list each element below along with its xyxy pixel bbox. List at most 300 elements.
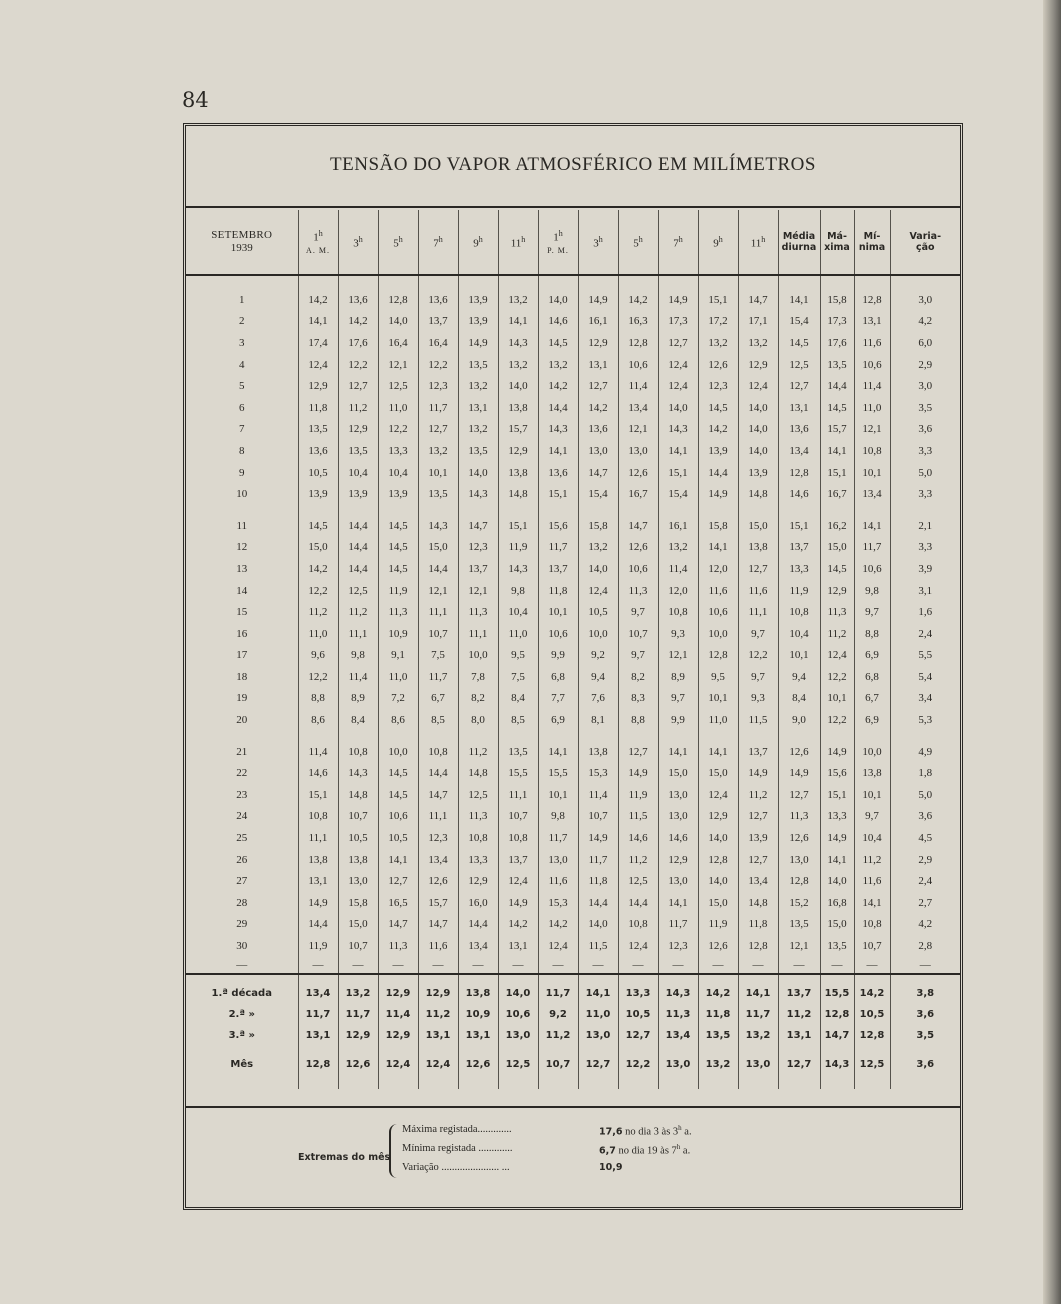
table-row [186, 892, 960, 914]
value-cell: 12,7 [778, 375, 820, 397]
value-cell: 15,3 [578, 762, 618, 784]
hour-label: 5 [393, 237, 399, 250]
value-cell: 12,7 [618, 1025, 658, 1046]
value-cell: 14,9 [458, 332, 498, 354]
value-cell: 12,2 [738, 645, 778, 667]
value-cell: 12,1 [658, 645, 698, 667]
value-cell: 4,2 [890, 311, 960, 333]
value-cell: 11,9 [618, 784, 658, 806]
spacer-cell [418, 974, 458, 983]
value-cell: 12,7 [578, 1054, 618, 1075]
value-cell: 14,8 [338, 784, 378, 806]
value-cell: 15,6 [538, 515, 578, 537]
value-cell: 14,1 [778, 289, 820, 311]
day-cell: 6 [239, 401, 245, 414]
value-cell: 10,5 [378, 827, 418, 849]
value-cell: 13,0 [538, 849, 578, 871]
value-cell: 13,2 [338, 983, 378, 1004]
hour-label: 3 [353, 237, 359, 250]
day-cell: 27 [236, 875, 248, 888]
value-cell: 14,5 [378, 784, 418, 806]
value-cell: 13,7 [538, 558, 578, 580]
value-cell: 2,9 [890, 849, 960, 871]
hour-sup: h [438, 235, 443, 245]
value-cell: 10,5 [854, 1004, 890, 1025]
hour-label: 3 [593, 237, 599, 250]
day-cell: 9 [239, 466, 245, 479]
media-header-line: diurna [781, 242, 817, 253]
summary-row [186, 1054, 960, 1075]
day-cell: 30 [236, 940, 248, 953]
spacer-cell [738, 974, 778, 983]
table-row [186, 537, 960, 559]
value-cell: 9,2 [578, 645, 618, 667]
value-cell: 11,5 [618, 806, 658, 828]
value-cell: 15,7 [418, 892, 458, 914]
media-header [778, 210, 820, 275]
value-cell: 14,3 [498, 332, 538, 354]
value-cell: 10,8 [778, 601, 820, 623]
value-cell: 5,4 [890, 666, 960, 688]
minima-header-line: nima [858, 242, 886, 253]
value-cell: 17,2 [698, 311, 738, 333]
value-cell: 11,4 [378, 1004, 418, 1025]
hour-header [338, 210, 378, 275]
table-row [186, 666, 960, 688]
value-cell: 10,7 [538, 1054, 578, 1075]
value-cell: 12,5 [338, 580, 378, 602]
table-row [186, 914, 960, 936]
value-cell: 13,3 [618, 983, 658, 1004]
spacer-cell [538, 1075, 578, 1089]
day-cell: 24 [236, 810, 248, 823]
value-cell: 9,8 [854, 580, 890, 602]
table-row [186, 623, 960, 645]
value-cell: 10,4 [498, 601, 538, 623]
year-label: 1939 [230, 242, 253, 254]
value-cell: 13,0 [658, 806, 698, 828]
spacer-row [186, 1046, 960, 1054]
value-cell: 11,1 [418, 806, 458, 828]
value-cell: 11,0 [378, 666, 418, 688]
value-cell: — [338, 957, 378, 973]
value-cell: 9,3 [658, 623, 698, 645]
value-cell: 10,7 [498, 806, 538, 828]
value-cell: 14,9 [778, 762, 820, 784]
value-cell: 9,7 [854, 601, 890, 623]
value-cell: 15,4 [778, 311, 820, 333]
spacer-cell [378, 505, 418, 515]
value-cell: 13,9 [378, 483, 418, 505]
value-cell: 14,4 [820, 375, 854, 397]
value-cell: 9,7 [658, 688, 698, 710]
value-cell: 12,8 [698, 849, 738, 871]
value-cell: 10,1 [854, 462, 890, 484]
value-cell: 14,2 [854, 983, 890, 1004]
value-cell: 11,6 [854, 332, 890, 354]
value-cell: 10,5 [618, 1004, 658, 1025]
value-cell: 11,0 [378, 397, 418, 419]
spacer-cell [854, 275, 890, 289]
day-cell: 22 [236, 767, 248, 780]
value-cell: 17,3 [820, 311, 854, 333]
hour-header [578, 210, 618, 275]
spacer-cell [618, 505, 658, 515]
value-cell: 6,9 [854, 645, 890, 667]
value-cell: 9,7 [618, 601, 658, 623]
value-cell: 14,9 [578, 289, 618, 311]
value-cell: 13,6 [338, 289, 378, 311]
value-cell: 9,4 [778, 666, 820, 688]
value-cell: 11,3 [658, 1004, 698, 1025]
spacer-cell [658, 275, 698, 289]
hour-sup: h [761, 235, 766, 245]
value-cell: 14,7 [418, 784, 458, 806]
value-cell: 14,8 [498, 483, 538, 505]
value-cell: 11,7 [538, 827, 578, 849]
value-cell: 11,9 [298, 935, 338, 957]
value-cell: 12,8 [618, 332, 658, 354]
value-cell: 11,0 [578, 1004, 618, 1025]
spacer-cell [778, 731, 820, 741]
value-cell: 8,9 [658, 666, 698, 688]
hour-sup: h [478, 235, 483, 245]
value-cell: 10,6 [538, 623, 578, 645]
value-cell: 14,5 [378, 558, 418, 580]
value-cell: 14,9 [618, 762, 658, 784]
value-cell: 10,4 [378, 462, 418, 484]
value-cell: 14,0 [658, 397, 698, 419]
value-cell: 6,8 [854, 666, 890, 688]
spacer-cell [378, 731, 418, 741]
value-cell: 14,7 [578, 462, 618, 484]
media-header-line: Média [782, 231, 816, 242]
value-cell: 14,1 [658, 892, 698, 914]
value-cell: 16,8 [820, 892, 854, 914]
page-edge [1043, 0, 1061, 1304]
value-cell: 13,6 [538, 462, 578, 484]
day-cell: 14 [236, 584, 248, 597]
table-row [186, 849, 960, 871]
spacer-cell [418, 505, 458, 515]
value-cell: 12,0 [658, 580, 698, 602]
spacer-cell [498, 275, 538, 289]
table-row [186, 709, 960, 731]
value-cell: 17,1 [738, 311, 778, 333]
spacer-cell [338, 505, 378, 515]
value-cell: 10,8 [498, 827, 538, 849]
spacer-cell [538, 275, 578, 289]
value-cell: 13,2 [578, 537, 618, 559]
value-cell: 14,1 [738, 983, 778, 1004]
value-cell: 14,1 [378, 849, 418, 871]
value-cell: 12,4 [498, 870, 538, 892]
header-row [186, 210, 960, 275]
value-cell: 13,0 [618, 440, 658, 462]
day-cell: 19 [236, 692, 248, 705]
value-cell: 16,2 [820, 515, 854, 537]
value-cell: 9,1 [378, 645, 418, 667]
value-cell: 9,8 [338, 645, 378, 667]
value-cell: 14,2 [578, 397, 618, 419]
value-cell: 15,8 [820, 289, 854, 311]
day-cell: 26 [236, 853, 248, 866]
value-cell: 12,3 [418, 375, 458, 397]
value-cell: 12,4 [298, 354, 338, 376]
table-row [186, 440, 960, 462]
value-cell: 12,1 [778, 935, 820, 957]
value-cell: 13,8 [338, 849, 378, 871]
value-cell: 14,1 [820, 440, 854, 462]
value-cell: 11,3 [458, 601, 498, 623]
spacer-cell [738, 505, 778, 515]
value-cell: 14,1 [698, 741, 738, 763]
value-cell: 8,3 [618, 688, 658, 710]
value-cell: 12,1 [418, 580, 458, 602]
value-cell: 14,1 [498, 311, 538, 333]
value-cell: — [890, 957, 960, 973]
value-cell: 14,3 [418, 515, 458, 537]
value-cell: 11,3 [378, 601, 418, 623]
value-cell: 13,5 [418, 483, 458, 505]
table-row [186, 332, 960, 354]
table-row [186, 580, 960, 602]
value-cell: 10,7 [338, 935, 378, 957]
value-cell: 12,9 [820, 580, 854, 602]
table-row [186, 741, 960, 763]
spacer-cell [820, 731, 854, 741]
value-cell: 11,2 [458, 741, 498, 763]
value-cell: 13,9 [738, 827, 778, 849]
spacer-cell [738, 1075, 778, 1089]
spacer-cell [538, 1046, 578, 1054]
value-cell: 8,8 [298, 688, 338, 710]
variacao-header-line: Varia- [909, 231, 942, 242]
summary-label: 1.ª década [211, 987, 272, 999]
value-cell: 12,2 [298, 666, 338, 688]
value-cell: 8,8 [618, 709, 658, 731]
maxima-header [820, 210, 854, 275]
value-cell: 10,8 [658, 601, 698, 623]
value-cell: 3,4 [890, 688, 960, 710]
value-cell: 15,7 [498, 419, 538, 441]
spacer-cell [698, 505, 738, 515]
decade-gap-row [186, 505, 960, 515]
dash-cell: — [236, 958, 248, 971]
spacer-cell [698, 1046, 738, 1054]
value-cell: 11,2 [338, 601, 378, 623]
value-cell: 15,6 [820, 762, 854, 784]
value-cell: 14,3 [658, 983, 698, 1004]
spacer-row [186, 974, 960, 983]
value-cell: 13,2 [458, 375, 498, 397]
spacer-cell [298, 275, 338, 289]
spacer-cell [890, 1046, 960, 1054]
hour-sup: h [318, 228, 323, 238]
spacer-cell [698, 275, 738, 289]
value-cell: 10,5 [298, 462, 338, 484]
spacer-cell [538, 505, 578, 515]
value-cell: 7,6 [578, 688, 618, 710]
value-cell: 11,4 [578, 784, 618, 806]
value-cell: 7,5 [498, 666, 538, 688]
value-cell: 12,0 [698, 558, 738, 580]
value-cell: 10,1 [778, 645, 820, 667]
value-cell: 12,5 [378, 375, 418, 397]
spacer-cell [578, 974, 618, 983]
value-cell: 15,3 [538, 892, 578, 914]
brace-icon [389, 1124, 399, 1178]
value-cell: 14,5 [298, 515, 338, 537]
value-cell: 11,6 [418, 935, 458, 957]
spacer-cell [498, 1046, 538, 1054]
hour-sup: h [638, 235, 643, 245]
value-cell: 11,2 [618, 849, 658, 871]
value-cell: 13,7 [458, 558, 498, 580]
hour-header [698, 210, 738, 275]
extreme-name: Mínima registada ............. [402, 1143, 513, 1154]
value-cell: 10,1 [418, 462, 458, 484]
spacer-cell [338, 1075, 378, 1089]
spacer-cell [378, 1046, 418, 1054]
value-cell: 10,6 [618, 354, 658, 376]
value-cell: 13,2 [538, 354, 578, 376]
hour-label: 7 [433, 237, 439, 250]
value-cell: 13,2 [658, 537, 698, 559]
value-cell: 12,8 [698, 645, 738, 667]
value-cell: 10,0 [578, 623, 618, 645]
value-cell: 11,3 [820, 601, 854, 623]
value-cell: 15,0 [738, 515, 778, 537]
value-cell: 13,9 [298, 483, 338, 505]
value-cell: 14,0 [538, 289, 578, 311]
value-cell: 12,4 [418, 1054, 458, 1075]
value-cell: 14,7 [418, 914, 458, 936]
value-cell: 10,8 [458, 827, 498, 849]
value-cell: 11,4 [338, 666, 378, 688]
value-cell: 10,7 [338, 806, 378, 828]
value-cell: 1,8 [890, 762, 960, 784]
value-cell: 6,7 [854, 688, 890, 710]
table-row [186, 354, 960, 376]
value-cell: 13,1 [498, 935, 538, 957]
value-cell: 13,6 [778, 419, 820, 441]
spacer-cell [498, 731, 538, 741]
value-cell: 10,8 [298, 806, 338, 828]
hour-header [538, 210, 578, 275]
value-cell: 12,8 [738, 935, 778, 957]
spacer-cell [658, 974, 698, 983]
value-cell: 13,2 [498, 289, 538, 311]
value-cell: 10,5 [578, 601, 618, 623]
value-cell: 17,4 [298, 332, 338, 354]
value-cell: 15,5 [820, 983, 854, 1004]
spacer-cell [538, 731, 578, 741]
value-cell: 13,1 [298, 870, 338, 892]
value-cell: 13,5 [820, 354, 854, 376]
value-cell: 9,8 [538, 806, 578, 828]
value-cell: 13,7 [778, 537, 820, 559]
hour-header [378, 210, 418, 275]
hour-label: 7 [673, 237, 679, 250]
value-cell: 3,1 [890, 580, 960, 602]
value-cell: 6,7 [418, 688, 458, 710]
value-cell: 11,4 [298, 741, 338, 763]
value-cell: 13,7 [498, 849, 538, 871]
value-cell: 12,3 [458, 537, 498, 559]
value-cell: 14,7 [738, 289, 778, 311]
value-cell: 14,4 [458, 914, 498, 936]
day-cell: 13 [236, 562, 248, 575]
value-cell: — [738, 957, 778, 973]
value-cell: 13,2 [698, 332, 738, 354]
extremes-label: Extremas do mês [298, 1152, 391, 1163]
day-cell: 4 [239, 358, 245, 371]
value-cell: 15,1 [498, 515, 538, 537]
value-cell: 13,0 [658, 784, 698, 806]
value-cell: 1,6 [890, 601, 960, 623]
value-cell: 14,9 [820, 741, 854, 763]
value-cell: 14,5 [378, 537, 418, 559]
value-cell: 8,4 [778, 688, 820, 710]
value-cell: 5,0 [890, 462, 960, 484]
value-cell: 10,7 [854, 935, 890, 957]
value-cell: 13,2 [738, 332, 778, 354]
value-cell: 14,1 [658, 741, 698, 763]
value-cell: 13,0 [658, 870, 698, 892]
value-cell: 15,0 [698, 762, 738, 784]
value-cell: 11,2 [738, 784, 778, 806]
value-cell: 14,0 [698, 827, 738, 849]
value-cell: 11,9 [698, 914, 738, 936]
value-cell: 13,1 [578, 354, 618, 376]
value-cell: 14,0 [738, 419, 778, 441]
value-cell: 13,2 [698, 1054, 738, 1075]
value-cell: 14,1 [538, 440, 578, 462]
value-cell: 15,0 [820, 537, 854, 559]
value-cell: 13,8 [498, 397, 538, 419]
value-cell: 2,1 [890, 515, 960, 537]
spacer-cell [820, 275, 854, 289]
value-cell: 9,2 [538, 1004, 578, 1025]
value-cell: 11,8 [738, 914, 778, 936]
value-cell: 13,2 [418, 440, 458, 462]
value-cell: 11,7 [538, 983, 578, 1004]
value-cell: 13,0 [578, 1025, 618, 1046]
value-cell: 14,0 [578, 914, 618, 936]
value-cell: 13,0 [338, 870, 378, 892]
value-cell: 11,7 [298, 1004, 338, 1025]
spacer-cell [418, 275, 458, 289]
value-cell: 10,5 [338, 827, 378, 849]
value-cell: 11,7 [854, 537, 890, 559]
spacer-cell [458, 731, 498, 741]
value-cell: 8,4 [498, 688, 538, 710]
hour-sup: h [718, 235, 723, 245]
value-cell: 13,0 [738, 1054, 778, 1075]
value-cell: 11,0 [498, 623, 538, 645]
spacer-cell [378, 974, 418, 983]
value-cell: 11,2 [338, 397, 378, 419]
value-cell: 6,8 [538, 666, 578, 688]
value-cell: 11,3 [378, 935, 418, 957]
value-cell: 2,9 [890, 354, 960, 376]
value-cell: 11,9 [378, 580, 418, 602]
value-cell: 16,5 [378, 892, 418, 914]
value-cell: 13,0 [778, 849, 820, 871]
value-cell: 12,7 [778, 1054, 820, 1075]
value-cell: 15,1 [658, 462, 698, 484]
